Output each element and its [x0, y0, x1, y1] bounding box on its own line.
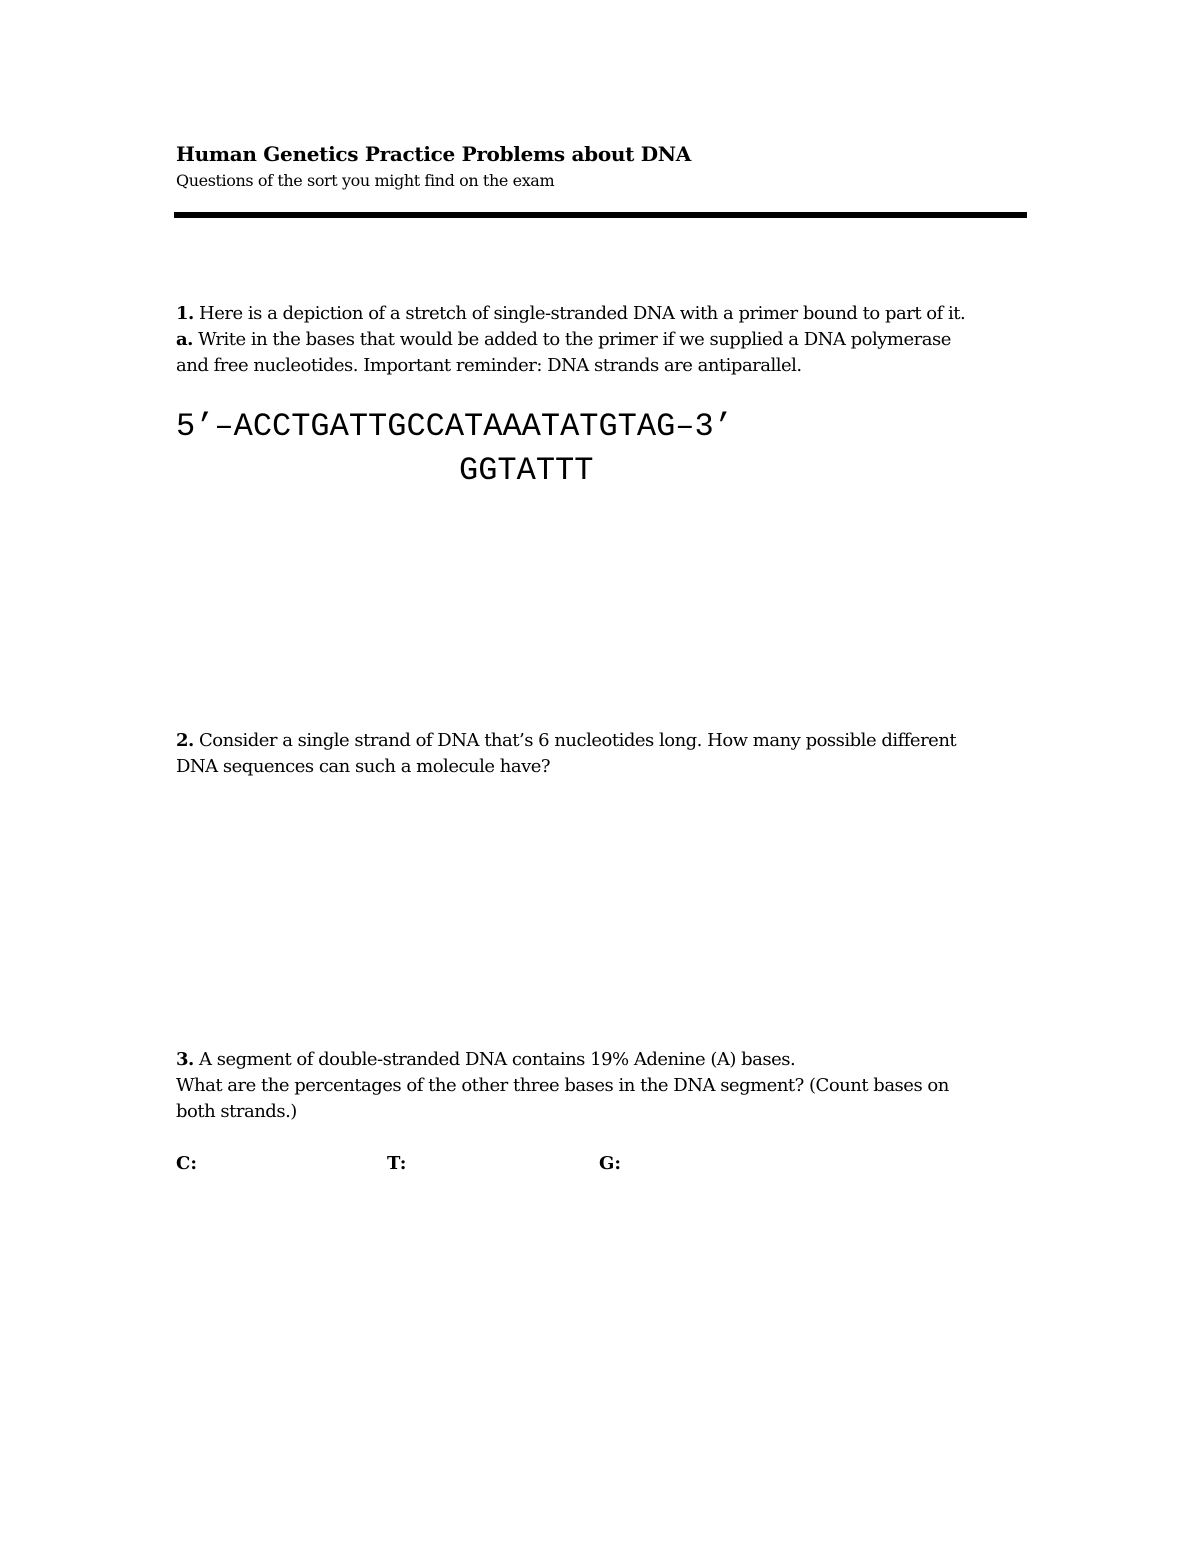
answer-label-cytosine: C: [176, 1153, 197, 1174]
question-1-part-a-label: a. [176, 329, 193, 350]
question-2-text: Consider a single strand of DNA that’s 6 nucleotides long. How many possible different [199, 730, 957, 751]
question-1-line-2 [176, 327, 965, 353]
question-3 [176, 1047, 949, 1125]
answer-label-thymine: T: [387, 1153, 407, 1174]
primer-sequence: GGTATTT [459, 452, 594, 489]
question-1-part-a-text: Write in the bases that would be added to the primer if we supplied a DNA polymerase [198, 329, 951, 350]
question-1 [176, 301, 965, 379]
question-2-number: 2. [176, 730, 194, 751]
question-1-text: Here is a depiction of a stretch of single-stranded DNA with a primer bound to part of it. [199, 303, 966, 324]
question-2 [176, 728, 956, 780]
question-3-number: 3. [176, 1049, 194, 1070]
question-2-line-2: DNA sequences can such a molecule have? [176, 756, 551, 777]
question-1-line-1 [176, 301, 965, 327]
question-1-line-3: and free nucleotides. Important reminder: DNA strands are antiparallel. [176, 355, 802, 376]
answer-label-guanine: G: [599, 1153, 622, 1174]
question-3-line-2: What are the percentages of the other three bases in the DNA segment? (Count bases on [176, 1075, 949, 1096]
document-subtitle: Questions of the sort you might find on the exam [176, 171, 555, 190]
question-1-number: 1. [176, 303, 194, 324]
title-divider [174, 212, 1027, 218]
template-strand-sequence: 5’–ACCTGATTGCCATAAATATGTAG–3’ [176, 408, 733, 445]
question-3-line-3: both strands.) [176, 1101, 297, 1122]
document-title: Human Genetics Practice Problems about DNA [176, 142, 691, 166]
question-3-line-1 [176, 1047, 949, 1073]
question-2-line-1 [176, 728, 956, 754]
question-3-text: A segment of double-stranded DNA contains 19% Adenine (A) bases. [199, 1049, 796, 1070]
